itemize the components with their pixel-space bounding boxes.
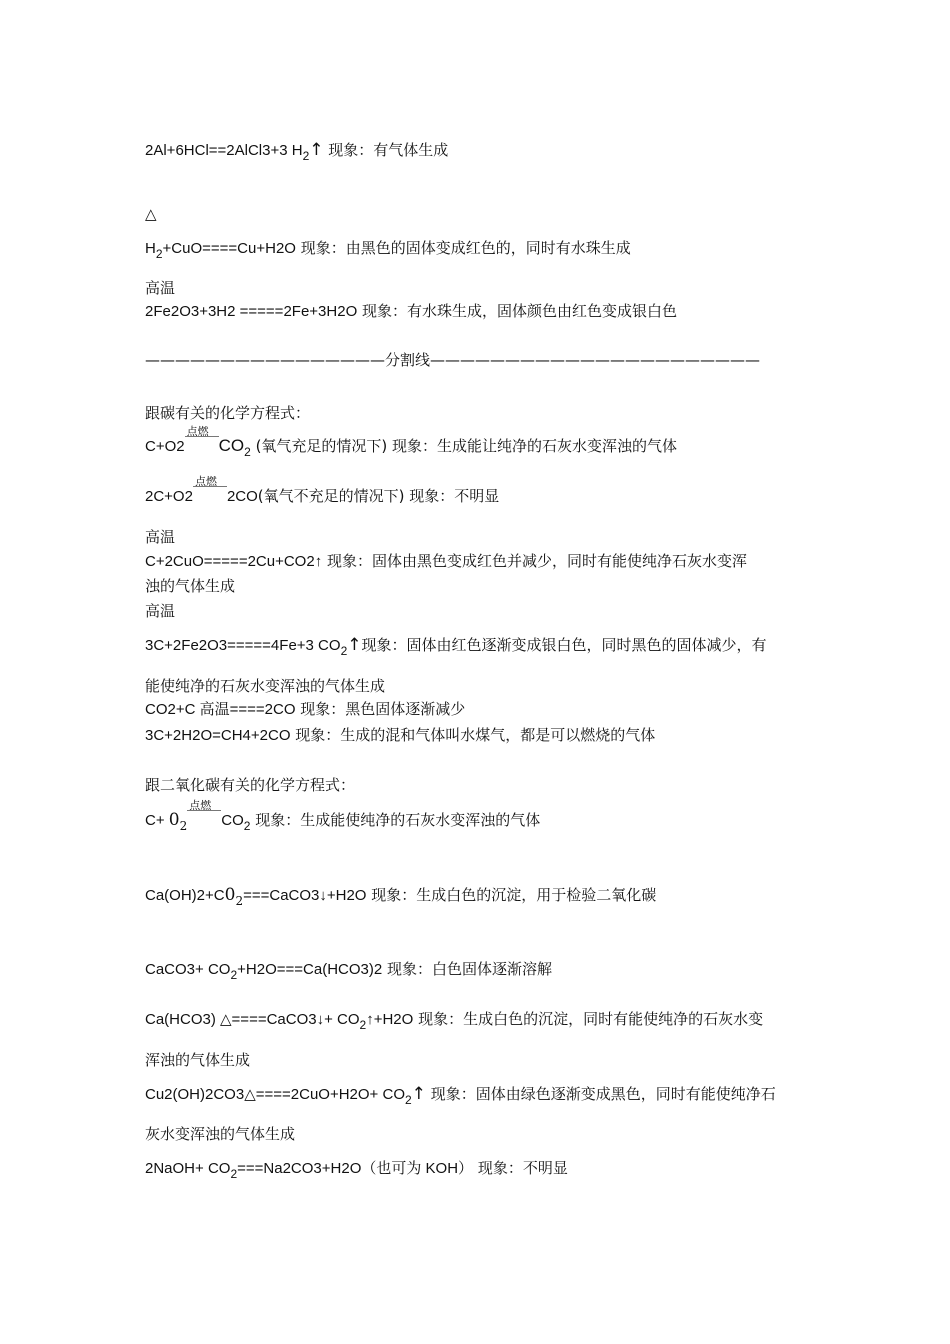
heading-text: 跟二氧化碳有关的化学方程式： — [145, 776, 356, 794]
condition-high-temp — [145, 527, 175, 547]
oxygen-symbol: 0 — [168, 810, 180, 830]
phenomenon-text: 现象：由黑色的固体变成红色的，同时有水珠生成 — [295, 239, 631, 257]
equation-c-cuo — [145, 551, 747, 572]
condition-text: 高温 — [145, 602, 176, 620]
phenomenon-text: (氧气不充足的情况下) 现象：不明显 — [257, 487, 500, 505]
equation-text: Ca(HCO3) △====CaCO3↓+ CO — [145, 1011, 360, 1028]
continuation-line — [145, 1124, 295, 1144]
subscript: 2 — [235, 894, 244, 908]
equation-text: CO — [218, 436, 245, 455]
subscript: 2 — [340, 644, 348, 658]
subscript: 2 — [302, 149, 310, 163]
continuation-text: 灰水变浑浊的气体生成 — [145, 1125, 296, 1143]
equation-text: +CuO====Cu+H2O — [162, 240, 296, 257]
subscript: 2 — [404, 1093, 412, 1107]
equation-cahco3 — [145, 1009, 763, 1030]
condition-label: 点燃 — [189, 799, 212, 812]
up-arrow-icon: ↑ — [347, 635, 362, 655]
subscript: 2 — [230, 968, 238, 982]
equation-fe2o3-h2 — [145, 301, 677, 322]
condition-ignite — [185, 425, 219, 457]
phenomenon-text: 现象：白色固体逐渐溶解 — [382, 960, 552, 978]
equation-h2-cuo — [145, 238, 631, 259]
equation-naoh-co2 — [145, 1158, 568, 1179]
equation-text: 3C+2H2O=CH4+2CO — [145, 727, 291, 744]
triangle-icon: △ — [145, 205, 157, 223]
phenomenon-text: 现象：有气体生成 — [323, 141, 449, 159]
condition-ignite — [187, 799, 221, 831]
equation-text: CO — [221, 812, 244, 829]
condition-high-temp — [145, 601, 175, 621]
condition-bar — [187, 810, 221, 811]
heading-text: 跟碳有关的化学方程式： — [145, 404, 311, 422]
up-arrow-icon: ↑ — [309, 140, 324, 160]
continuation-line — [145, 676, 385, 696]
equation-text: +H2O===Ca(HCO3)2 — [237, 961, 383, 978]
oxygen-symbol: 0 — [224, 885, 236, 905]
condition-text: 高温 — [145, 528, 176, 546]
equation-text: Ca(OH)2+C — [145, 887, 225, 904]
divider-text: ————————————————分割线—————————————————————— — [145, 351, 761, 369]
phenomenon-text: 现象：有水珠生成，固体颜色由红色变成银白色 — [357, 302, 678, 320]
condition-bar — [185, 436, 219, 437]
equation-text: ===Na2CO3+H2O（也可为 KOH） — [237, 1160, 474, 1177]
continuation-text: 浑浊的气体生成 — [145, 1051, 251, 1069]
equation-text: 2Al+6HCl==2AlCl3+3 H — [145, 142, 303, 159]
condition-bar — [193, 486, 227, 487]
phenomenon-text: 现象：黑色固体逐渐减少 — [295, 700, 466, 718]
equation-text: CO2+C 高温====2CO — [145, 701, 296, 718]
phenomenon-text: 现象：生成白色的沉淀，同时有能使纯净的石灰水变 — [413, 1010, 764, 1028]
equation-al-hcl — [145, 140, 448, 161]
equation-text: C+2CuO=====2Cu+CO2↑ — [145, 553, 323, 570]
phenomenon-text: 现象：生成白色的沉淀，用于检验二氧化碳 — [366, 886, 657, 904]
equation-c-h2o — [145, 725, 655, 746]
equation-c-fe2o3 — [145, 635, 767, 656]
equation-text: 2C+O2 — [145, 488, 193, 505]
equation-text: ===CaCO3↓+H2O — [243, 887, 367, 904]
equation-c-o2-co2 — [145, 799, 541, 833]
equation-text: 2CO — [226, 488, 258, 505]
equation-text: Cu2(OH)2CO3△====2CuO+H2O+ CO — [145, 1086, 405, 1103]
equation-text: 2NaOH+ CO — [145, 1160, 231, 1177]
equation-text: 3C+2Fe2O3=====4Fe+3 CO — [145, 637, 341, 654]
phenomenon-text: 现象：固体由红色逐渐变成银白色，同时黑色的固体减少，有 — [361, 636, 767, 654]
equation-text: 2Fe2O3+3H2 =====2Fe+3H2O — [145, 303, 358, 320]
section-heading-co2 — [145, 775, 355, 795]
equation-text: H — [145, 240, 156, 257]
continuation-line — [145, 576, 235, 596]
subscript: 2 — [359, 1018, 367, 1032]
equation-caoh2-co2 — [145, 885, 656, 906]
condition-label: 点燃 — [194, 475, 217, 488]
equation-co2-c — [145, 699, 465, 720]
condition-high-temp — [145, 278, 175, 298]
equation-text: C+O2 — [145, 438, 185, 455]
condition-ignite — [193, 475, 227, 507]
phenomenon-text: (氧气充足的情况下) 现象：生成能让纯净的石灰水变浑浊的气体 — [250, 437, 678, 455]
condition-text: 高温 — [145, 279, 176, 297]
phenomenon-text: 现象：生成的混和气体叫水煤气，都是可以燃烧的气体 — [290, 726, 656, 744]
section-heading-carbon — [145, 403, 310, 423]
phenomenon-text: 现象：生成能使纯净的石灰水变浑浊的气体 — [250, 811, 541, 829]
subscript: 2 — [244, 445, 251, 459]
equation-text: ↑+H2O — [366, 1011, 414, 1028]
phenomenon-text: 现象：固体由绿色逐渐变成黑色，同时有能使纯净石 — [425, 1085, 776, 1103]
continuation-text: 浊的气体生成 — [145, 577, 236, 595]
equation-text: C+ — [145, 812, 169, 829]
continuation-text: 能使纯净的石灰水变浑浊的气体生成 — [145, 677, 386, 695]
subscript: 2 — [179, 819, 188, 833]
subscript: 2 — [155, 247, 163, 261]
equation-2c-o2 — [145, 475, 500, 507]
phenomenon-text: 现象：固体由黑色变成红色并减少，同时有能使纯净石灰水变浑 — [322, 552, 747, 570]
equation-caco3-co2 — [145, 959, 552, 980]
equation-c-o2 — [145, 425, 678, 459]
divider-line — [145, 350, 760, 370]
up-arrow-icon: ↑ — [411, 1084, 426, 1104]
heat-symbol — [145, 204, 157, 224]
equation-text: CaCO3+ CO — [145, 961, 231, 978]
continuation-line — [145, 1050, 250, 1070]
subscript: 2 — [243, 819, 251, 833]
condition-label: 点燃 — [186, 425, 209, 438]
equation-cu2oh2co3 — [145, 1084, 776, 1105]
phenomenon-text: 现象：不明显 — [473, 1159, 568, 1177]
subscript: 2 — [230, 1167, 238, 1181]
